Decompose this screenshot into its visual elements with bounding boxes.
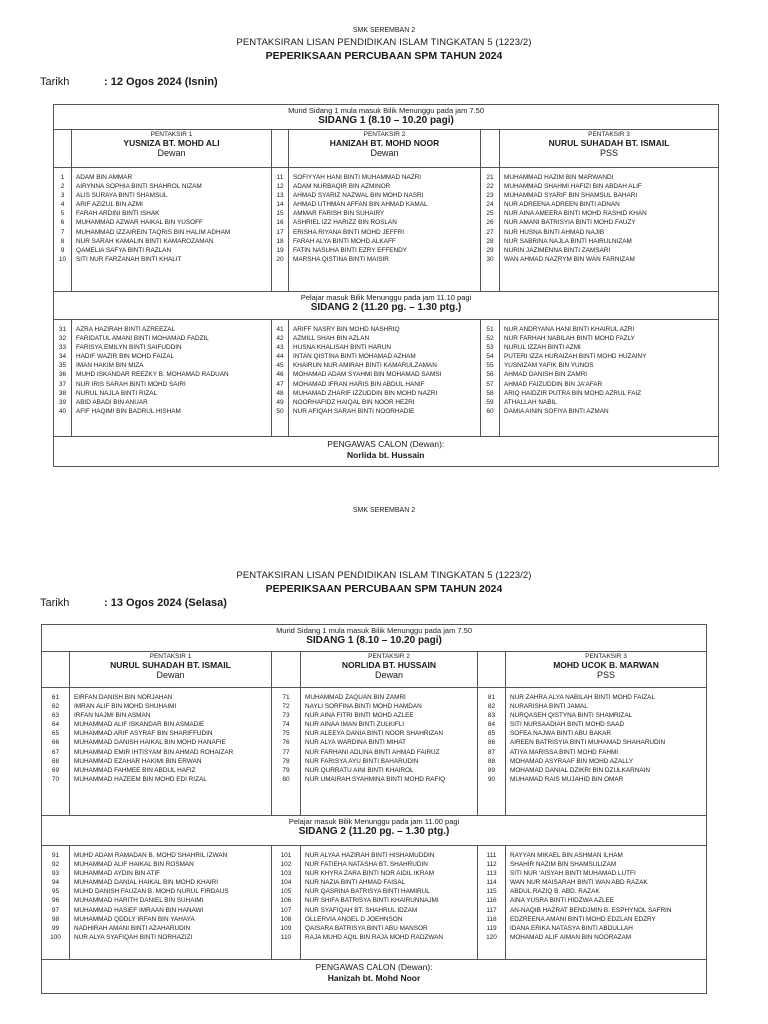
row-number: 18 (276, 237, 284, 245)
number-list (272, 320, 289, 437)
student-name: PUTERI IZZA HURAIZAH BINTI MOHD HUZAINY (504, 353, 647, 361)
student-name: EIRFAN DANISH BIN NORJAHAN (74, 694, 173, 701)
row-number: 110 (280, 933, 292, 941)
student-name: FATIN NASUHA BINTI EZRY EFFENDY (293, 246, 407, 254)
student-name: NURIN JAZIMENNA BINTI ZAMSARI (504, 246, 611, 254)
number-list (478, 846, 506, 960)
student-name: MUHAMMAD HASIEF IMRAAN BIN HANAWI (74, 906, 204, 914)
student-name: NUR SYAFIQAH BT. SHAHRUL IDZAM (305, 906, 418, 914)
student-name: SITI NUR FARZANAH BINTI KHALIT (76, 255, 182, 263)
sidang2-note: Pelajar masuk Bilik Menunggu pada jam 11.10 pagi (300, 293, 472, 302)
doc-title: PENTAKSIRAN LISAN PENDIDIKAN ISLAM TINGKATAN 5 (1223/2) (236, 570, 532, 581)
student-name: ERISHA RIYANA BINTI MOHD JEFFRI (293, 228, 405, 236)
row-number: 74 (282, 721, 290, 729)
school-name: SMK SEREMBAN 2 (352, 27, 416, 34)
student-list (289, 320, 481, 437)
student-name: NUR QURRATU AINI BINTI KHAIROL (305, 766, 414, 774)
number-list (42, 688, 70, 816)
row-number: 106 (280, 897, 292, 905)
student-name: NUR ZAHRA ALYA NABILAH BINTI MOHD FAIZAL (510, 694, 656, 701)
row-number: 36 (58, 371, 67, 379)
student-name: AN-NAQIB HAZRAT BENDJMIN B. ESPHYNOL SAFRIN (510, 906, 672, 914)
row-number: 63 (51, 712, 60, 720)
student-name: NUR ALYA SYAFIQAH BINTI NORHAZIZI (74, 933, 193, 941)
student-name: FARISYA EMILYN BINTI SAIFUDDIN (76, 344, 182, 352)
student-name: AZMILL SHAH BIN AZLAN (293, 335, 370, 343)
student-name: MUHAMMAD HAZIM BIN MARWANDI (504, 174, 614, 181)
student-name: NUR FATIEHA NATASHA BT. SHAHRUDIN (305, 861, 428, 869)
student-list (72, 320, 272, 437)
student-name: FARIDATUL AMANI BINTI MOHAMAD FADZIL (76, 335, 209, 343)
supervisor-label: PENGAWAS CALON (Dewan): (327, 439, 445, 449)
row-number: 82 (487, 703, 496, 711)
student-name: NURARISHA BINTI JAMAL (510, 703, 588, 711)
student-name: ATIYA MARISSA BINTI MOHD FAHMI (510, 748, 619, 756)
student-name: AHMAD SYARIZ NAZWAL BIN MOHD NASRI (293, 192, 424, 200)
row-number: 102 (280, 861, 292, 869)
sidang1-title: SIDANG 1 (8.10 – 10.20 pagi) (306, 635, 442, 646)
row-number: 91 (51, 852, 60, 859)
row-number: 64 (51, 721, 60, 729)
row-number: 35 (58, 362, 67, 370)
student-name: AZRA HAZIRAH BINTI AZREEZAL (76, 326, 176, 333)
student-name: AFIF HAQIMI BIN BADRUL HISHAM (76, 407, 181, 415)
doc-subtitle: PEPERIKSAAN PERCUBAAN SPM TAHUN 2024 (265, 583, 503, 595)
row-number: 21 (486, 174, 494, 181)
student-name: OLLERVIA ANGEL D JOEHNSON (305, 915, 403, 923)
row-number: 58 (486, 389, 494, 397)
student-name: ATHALLAH NABIL (504, 398, 557, 406)
row-number: 53 (486, 344, 494, 352)
student-name: RAYYAN MIKAEL BIN ASHMAN ILHAM (510, 852, 623, 859)
row-number: 67 (51, 748, 60, 756)
row-number: 19 (276, 246, 284, 254)
row-number: 59 (486, 398, 494, 406)
student-name: ABID ABADI BIN ANUAR (76, 398, 148, 406)
student-name: MUHAMMAD IZZAIREIN TAQRIS BIN HALIM ADHAM (76, 228, 231, 236)
row-number: 76 (282, 739, 290, 747)
student-name: IRFAN NAJMI BIN ASMAN (74, 712, 151, 720)
examiner-2: PENTAKSIR 2 HANIZAH BT. MOHD NOOR Dewan (289, 130, 481, 168)
student-name: MUHD ISKANDAR REEZKY B. MOHAMAD RADUAN (76, 371, 229, 379)
row-number: 28 (486, 237, 494, 245)
student-name: NUR SABRINA NAJLA BINTI HAIRULNIZAM (504, 237, 632, 245)
number-list (272, 168, 289, 292)
row-number: 26 (486, 219, 494, 227)
student-name: NUR ADREENA ADREEN BINTI ADNAN (504, 201, 620, 209)
row-number: 89 (487, 766, 496, 774)
row-number: 12 (276, 183, 284, 191)
student-name: AIRYNNA SOPHIA BINTI SHAHROL NIZAM (76, 183, 202, 191)
student-name: MUHAMMAD AZWAR HAIKAL BIN YUSOFF (76, 219, 203, 227)
row-number: 90 (487, 775, 496, 783)
row-number: 46 (276, 371, 284, 379)
row-number: 75 (282, 730, 290, 738)
student-name: NUR ALEEYA DANIA BINTI NOOR SHAHRIZAN (305, 730, 444, 738)
student-name: SITI NUR 'AISYAH BINTI MUHAMAD LUTFI (510, 870, 636, 878)
student-name: WAN NUR MAISARAH BINTI WAN ABD RAZAK (510, 879, 648, 887)
row-number: 84 (487, 721, 496, 729)
student-name: QAISARA BATRISYA BINTI ABU MANSOR (305, 924, 428, 932)
row-number: 73 (282, 712, 290, 720)
number-list (272, 688, 301, 816)
student-name: ADAM BIN AMMAR (76, 174, 133, 181)
student-name: MUHAMMAD HAZEEM BIN MOHD EDI RIZAL (74, 775, 207, 783)
student-name: MOHAMAD DANIAL DZIKRI BIN DZULKARNAIN (510, 766, 651, 774)
student-name: NOORHAFIDZ HAIQAL BIN NOOR HEZRI (293, 398, 415, 406)
number-list (481, 168, 500, 292)
examiner-1: PENTAKSIR 1 YUSNIZA BT. MOHD ALI Dewan (72, 130, 272, 168)
examiner-3: PENTAKSIR 3 NURUL SUHADAH BT. ISMAIL PSS (500, 130, 719, 168)
supervisor-name: Norlida bt. Hussain (347, 450, 425, 460)
row-number: 42 (276, 335, 284, 343)
date-value: : 13 Ogos 2024 (Selasa) (104, 597, 227, 609)
student-name: WAN AHMAD NAZRYM BIN WAN FARNIZAM (504, 255, 635, 263)
student-name: QAMELIA SAFYA BINTI RAZLAN (76, 246, 172, 254)
row-number: 17 (276, 228, 284, 236)
school-name: SMK SEREMBAN 2 (352, 507, 416, 514)
row-number: 79 (282, 766, 290, 774)
row-number: 33 (58, 344, 67, 352)
student-name: NUR SARAH KAMALIN BINTI KAMAROZAMAN (76, 237, 214, 245)
number-list (272, 846, 301, 960)
student-name: MUHAMMAD FAHMEE BIN ABDUL HAFIZ (74, 766, 196, 774)
examiner-1: PENTAKSIR 1 NURUL SUHADAH BT. ISMAIL Dewan (70, 652, 272, 688)
row-number: 4 (60, 201, 65, 209)
row-number: 15 (276, 210, 284, 218)
date-value: : 12 Ogos 2024 (Isnin) (104, 76, 218, 88)
schedule-table (41, 624, 707, 994)
row-number: 23 (486, 192, 494, 200)
student-name: NUR ANDRYANA HANI BINTI KHAIRUL AZRI (504, 326, 635, 333)
row-number: 7 (60, 228, 65, 236)
student-name: MUHAMMAD DANISH HAIKAL BIN MOHD HANAFIE (74, 739, 226, 747)
student-name: MUHAMMAD ALIF ISKANDAR BIN ASMADIE (74, 721, 205, 729)
student-name: MOHAMAD IFRAN HARIS BIN ABDUL HANIF (293, 380, 425, 388)
row-number: 48 (276, 389, 284, 397)
row-number: 77 (282, 748, 290, 756)
student-list (72, 168, 272, 292)
student-name: NUR UMAIRAH SYAHMINA BINTI MOHD RAFIQ (305, 775, 446, 783)
student-name: MUHD ADAM RAMADAN B. MOHD SHAHRIL IZWAN (74, 852, 228, 859)
student-name: HUSNA KHALISAH BINTI HARUN (293, 344, 392, 352)
student-name: MUHD DANISH FAUZAN B. MOHD NURUL FIRDAUS (74, 888, 229, 896)
row-number: 49 (276, 398, 284, 406)
student-name: ARIQ HAIDZIR PUTRA BIN MOHD AZRUL FAIZ (504, 389, 642, 397)
row-number: 107 (280, 906, 292, 914)
row-number: 65 (51, 730, 60, 738)
student-name: MOHAMAD ASYRAAF BIN MOHD AZALLY (510, 757, 634, 765)
row-number: 13 (276, 192, 284, 200)
row-number: 6 (60, 219, 65, 227)
student-name: EDZREENA AMANI BINTI MOHD EDZLAN EDZRY (510, 915, 656, 923)
row-number: 93 (51, 870, 60, 878)
student-name: ASHRIEL IZZ HARIZZ BIN ROSLAN (293, 219, 397, 227)
row-number: 99 (51, 924, 60, 932)
student-name: ALIS SURAYA BINTI SHAMSUL (76, 192, 168, 200)
row-number: 40 (58, 407, 67, 415)
row-number: 45 (276, 362, 284, 370)
row-number: 92 (51, 861, 60, 869)
student-name: SOFIYYAH HANI BINTI MUHAMMAD NAZRI (293, 174, 422, 181)
row-number: 100 (50, 933, 61, 941)
sidang1-note: Murid Sidang 1 mula masuk Bilik Menunggu pada jam 7.50 (288, 106, 485, 115)
row-number: 41 (276, 326, 284, 333)
student-name: ARIFF NASRY BIN MOHD NASHRIQ (293, 326, 400, 333)
date-label: Tarikh (40, 597, 70, 609)
row-number: 32 (58, 335, 67, 343)
number-list (54, 320, 72, 437)
student-name: MARSHA QISTINA BINTI MAISIR (293, 255, 389, 263)
student-name: SOFEA NAJWA BINTI ABU BAKAR (510, 730, 611, 738)
row-number: 96 (51, 897, 60, 905)
student-name: MUHAMMAD ALIF HAIKAL BIN ROSMAN (74, 861, 194, 869)
sidang2-title: SIDANG 2 (11.20 pg. – 1.30 ptg.) (298, 826, 450, 837)
number-list (481, 320, 500, 437)
number-list (42, 846, 70, 960)
doc-subtitle: PEPERIKSAAN PERCUBAAN SPM TAHUN 2024 (265, 50, 503, 62)
student-name: MUHAMMAD DANIAL HAIKAL BIN MOHD KHAIRI (74, 879, 219, 887)
student-name: NUR AINA AMEERA BINTI MOHD RASHID KHAN (504, 210, 647, 218)
student-list (301, 846, 478, 960)
student-name: NUR AINA FITRI BINTI MOHD AZLEE (305, 712, 414, 720)
row-number: 68 (51, 757, 60, 765)
student-name: MUHAMAD RAIS MUJAHID BIN OMAR (510, 775, 624, 783)
row-number: 80 (282, 775, 290, 783)
row-number: 118 (486, 915, 497, 923)
row-number: 27 (486, 228, 494, 236)
row-number: 94 (51, 879, 60, 887)
student-name: NURUL IZZAH BINTI AZMI (504, 344, 581, 352)
row-number: 103 (280, 870, 292, 878)
row-number: 14 (276, 201, 284, 209)
row-number: 70 (51, 775, 60, 783)
student-name: MUHAMMAD EZAHAR HAKIMI BIN ERWAN (74, 757, 202, 765)
row-number: 29 (486, 246, 494, 254)
student-name: NUR ALYAA HAZIRAH BINTI HISHAMUDDIN (305, 852, 435, 859)
row-number: 115 (486, 888, 497, 896)
row-number: 97 (51, 906, 60, 914)
student-name: NUR FARISYA AYU BINTI BAHARUDIN (305, 757, 419, 765)
student-name: NAYLI SORFINA BINTI MOHD HAMDAN (305, 703, 422, 711)
student-name: NUR AMANI BATRISYIA BINTI MOHD.FAUZY (504, 219, 636, 227)
sidang2-title: SIDANG 2 (11.20 pg. – 1.30 ptg.) (310, 302, 462, 313)
student-name: FARAH ALYA BINTI MOHD ALKAFF (293, 237, 396, 245)
student-list (506, 688, 707, 816)
row-number: 98 (51, 915, 60, 923)
row-number: 8 (60, 237, 65, 245)
row-number: 37 (58, 380, 67, 388)
student-name: AHMAD UTHMAN AFFAN BIN AHMAD KAMAL (293, 201, 428, 209)
student-name: SHAHIR NAZIM BIN SHAMSULIZAM (510, 861, 617, 869)
row-number: 78 (282, 757, 290, 765)
row-number: 10 (58, 255, 67, 263)
date-label: Tarikh (40, 76, 70, 88)
examiner-2: PENTAKSIR 2 NORLIDA BT. HUSSAIN Dewan (301, 652, 478, 688)
row-number: 39 (58, 398, 67, 406)
student-name: AIREEN BATRISYIA BINTI MUHAMAD SHAHARUDIN (510, 739, 666, 747)
student-name: AHMAD FAIZUDDIN BIN JA'AFAR (504, 380, 603, 388)
row-number: 62 (51, 703, 60, 711)
row-number: 83 (487, 712, 496, 720)
supervisor-name: Hanizah bt. Mohd Noor (327, 973, 421, 983)
row-number: 34 (58, 353, 67, 361)
student-name: MOHAMAD ADAM SYAHMI BIN MOHAMAD SAMSI (293, 371, 442, 379)
row-number: 105 (280, 888, 292, 896)
row-number: 88 (487, 757, 496, 765)
row-number: 1 (60, 174, 65, 181)
student-list (70, 688, 272, 816)
row-number: 51 (486, 326, 494, 333)
row-number: 112 (486, 861, 497, 869)
student-name: NUR FARHANI ADLINA BINTI AHMAD FAIRUZ (305, 748, 440, 756)
student-name: NADHIRAH AMANI BINTI AZAHARUDIN (74, 924, 191, 932)
row-number: 5 (60, 210, 65, 218)
student-name: NUR IRIS SARAH BINTI MOHD SAIRI (76, 380, 186, 388)
row-number: 22 (486, 183, 494, 191)
row-number: 72 (282, 703, 290, 711)
student-name: IMAN HAKIM BIN MIZA (76, 362, 144, 370)
student-name: MUHAMMAD AYDIN BIN ATIF (74, 870, 161, 878)
row-number: 55 (486, 362, 494, 370)
student-name: YUSNIZAM YAFIK BIN YUNOS (504, 362, 594, 370)
row-number: 54 (486, 353, 494, 361)
row-number: 119 (486, 924, 497, 932)
row-number: 109 (280, 924, 292, 932)
student-name: NURUL NAJLA BINTI RIZAL (76, 389, 158, 397)
row-number: 16 (276, 219, 284, 227)
row-number: 30 (486, 255, 494, 263)
row-number: 69 (51, 766, 60, 774)
row-number: 101 (280, 852, 292, 859)
row-number: 71 (282, 694, 290, 701)
row-number: 25 (486, 210, 494, 218)
row-number: 81 (487, 694, 496, 701)
student-name: AHMAD DANISH BIN ZAMRI (504, 371, 588, 379)
number-list (478, 688, 506, 816)
student-list (70, 846, 272, 960)
student-name: NUR KHYRA ZARA BINTI NOR AIDIL IKRAM (305, 870, 435, 878)
student-name: MUHAMMAD SYARIF BIN SHAMSUL BAHARI (504, 192, 638, 200)
row-number: 60 (486, 407, 494, 415)
student-name: INTAN QISTINA BINTI MOHAMAD AZHAM (293, 353, 416, 361)
student-name: MUHAMMAD SHAHMI HAFIZI BIN ABDAH ALIF (504, 183, 642, 191)
row-number: 3 (60, 192, 65, 200)
student-list (500, 168, 719, 292)
student-name: MOHAMAD ALIF AIMAN BIN NOORAZAM (510, 933, 632, 941)
doc-title: PENTAKSIRAN LISAN PENDIDIKAN ISLAM TINGKATAN 5 (1223/2) (236, 37, 532, 48)
student-name: NURQASEH QISTYNA BINTI SHAMRIZAL (510, 712, 633, 720)
row-number: 66 (51, 739, 60, 747)
student-name: MUHAMMAD HARITH DANIEL BIN SUHAIMI (74, 897, 204, 905)
row-number: 120 (486, 933, 497, 941)
student-name: RAJA MUHD AQIL BIN RAJA MOHD RADZWAN (305, 933, 444, 941)
row-number: 2 (60, 183, 65, 191)
row-number: 43 (276, 344, 284, 352)
number-list (54, 168, 72, 292)
row-number: 87 (487, 748, 496, 756)
sidang2-note: Pelajar masuk Bilik Menunggu pada jam 11.00 pagi (288, 817, 460, 826)
student-name: SITI NURSAADIAH BINTI MOHD SAAD (510, 721, 624, 729)
student-name: IDANA ERIKA NATASYA BINTI ABDULLAH (510, 924, 633, 932)
student-list (301, 688, 478, 816)
row-number: 86 (487, 739, 496, 747)
student-name: IMRAN ALIF BIN MOHD SHUHAIMI (74, 703, 177, 711)
row-number: 85 (487, 730, 496, 738)
row-number: 111 (486, 852, 497, 859)
row-number: 95 (51, 888, 60, 896)
student-name: MUHAMAD ZHARIF IZZUDDIN BIN MOHD NAZRI (293, 389, 438, 397)
row-number: 108 (280, 915, 292, 923)
row-number: 57 (486, 380, 494, 388)
schedule-table (53, 104, 719, 467)
student-name: KHAIRUN NUR AMIRAH BINTI KAMARULZAMAN (293, 362, 437, 370)
student-name: NUR NAZIA BINTI AHMAD FAISAL (305, 879, 406, 887)
row-number: 11 (276, 174, 284, 181)
examiner-3: PENTAKSIR 3 MOHD UCOK B. MARWAN PSS (506, 652, 707, 688)
student-name: ARIF AZIZUL BIN AZMI (76, 201, 143, 209)
student-name: AINA YUSRA BINTI HIDZWA AZLEE (510, 897, 615, 905)
row-number: 47 (276, 380, 284, 388)
student-list (500, 320, 719, 437)
row-number: 9 (60, 246, 65, 254)
student-name: FARAH ARDINI BINTI ISHAK (76, 210, 160, 218)
supervisor-label: PENGAWAS CALON (Dewan): (315, 962, 433, 972)
student-name: MUHAMMAD ARIF ASYRAF BIN SHARIFFUDIN (74, 730, 213, 738)
row-number: 52 (486, 335, 494, 343)
row-number: 116 (486, 897, 497, 905)
student-name: HADIF WAZIR BIN MOHD FAIZAL (76, 353, 175, 361)
student-name: ABDUL RAZIQ B. ABD. RAZAK (510, 888, 600, 896)
student-name: ADAM NURBAQIR BIN AZMINOR (293, 183, 391, 191)
row-number: 61 (51, 694, 60, 701)
student-name: MUHAMMAD QDDLY IRFAN BIN YAHAYA (74, 915, 195, 923)
student-name: NUR AFIQAH SARAH BINTI NOORHADIE (293, 407, 415, 415)
row-number: 114 (486, 879, 497, 887)
row-number: 113 (486, 870, 497, 878)
student-name: MUHAMMAD ZAQUAN BIN ZAMRI (305, 694, 406, 701)
student-name: DAMIA AININ SOFIYA BINTI AZMAN (504, 407, 609, 415)
sidang1-note: Murid Sidang 1 mula masuk Bilik Menunggu pada jam 7.50 (276, 626, 473, 635)
row-number: 20 (276, 255, 284, 263)
row-number: 117 (486, 906, 497, 914)
student-name: AMMAR FARISH BIN SUHAIRY (293, 210, 385, 218)
student-name: NUR AINAA IMAN BINTI ZULKIFLI (305, 721, 405, 729)
student-name: NUR HUSNA BINTI AHMAD NAJIB (504, 228, 605, 236)
row-number: 24 (486, 201, 494, 209)
row-number: 50 (276, 407, 284, 415)
student-name: NUR ALYA WARDINA BINTI MIHAT (305, 739, 406, 747)
student-list (506, 846, 707, 960)
row-number: 104 (280, 879, 292, 887)
row-number: 38 (58, 389, 67, 397)
student-name: NUR SHIFA BATRISYA BINTI KHAIRUNNAJMI (305, 897, 439, 905)
student-name: NUR FARHAH NABILAH BINTI MOHD FAZLY (504, 335, 635, 343)
sidang1-title: SIDANG 1 (8.10 – 10.20 pagi) (318, 115, 454, 126)
student-name: NUR QASRINA BATRISYA BINTI HAMIRUL (305, 888, 430, 896)
student-name: MUHAMMAD EMIR IHTISYAM BIN AHMAD ROHAIZAR (74, 748, 234, 756)
row-number: 56 (486, 371, 494, 379)
row-number: 44 (276, 353, 284, 361)
student-list (289, 168, 481, 292)
row-number: 31 (58, 326, 67, 333)
